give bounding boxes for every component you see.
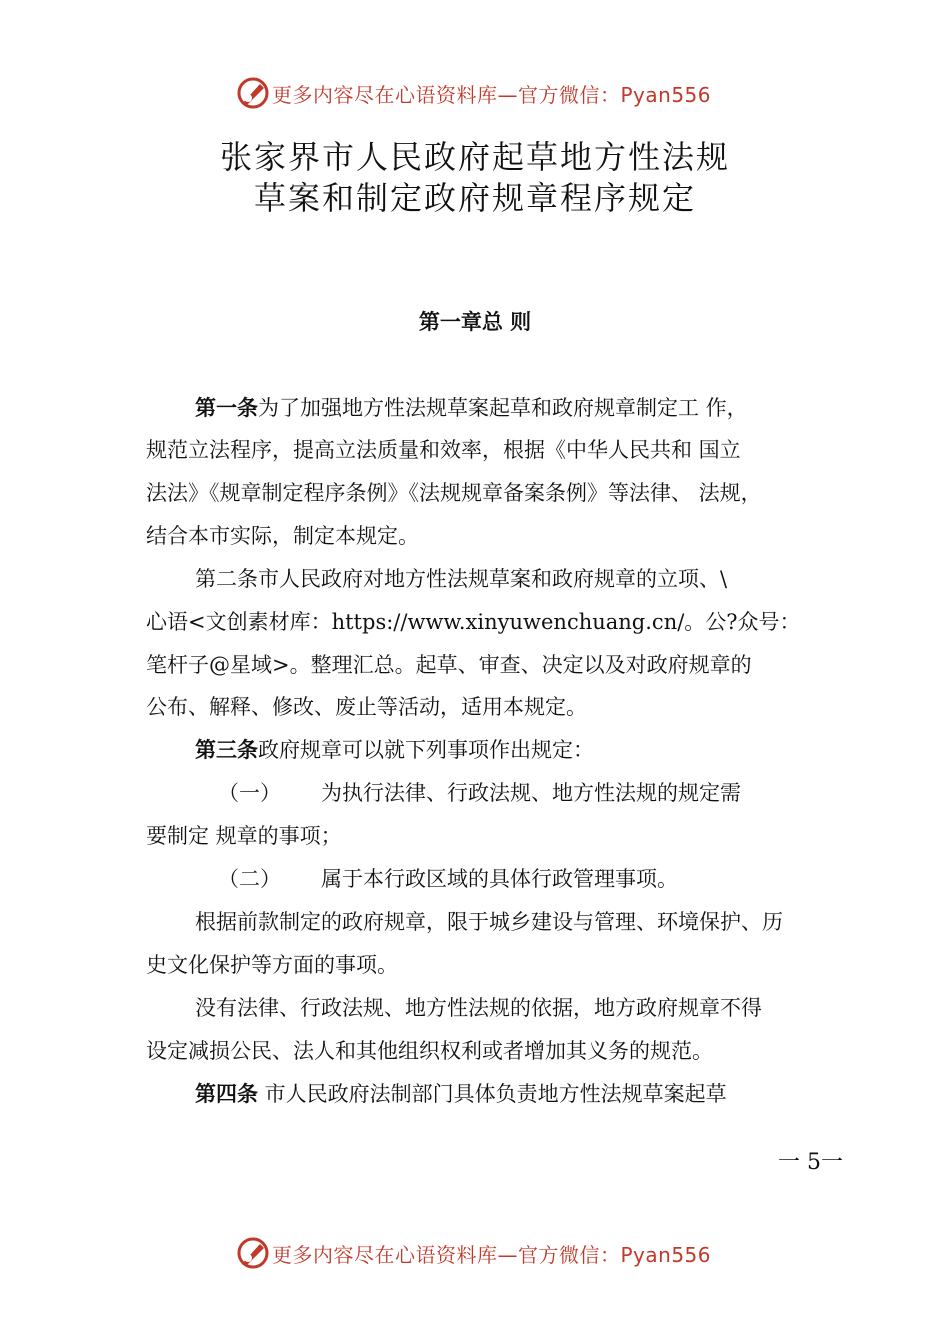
article-1-text: 为了加强地方性法规草案起草和政府规章制定工 作，: [258, 396, 748, 420]
watermark-bottom: [0, 1232, 950, 1272]
pen-logo-icon: [236, 1236, 270, 1270]
article-3-item-2: [218, 863, 678, 893]
article-2-line4: 公布、解释、修改、废止等活动，适用本规定。: [146, 695, 587, 719]
watermark-top: [0, 72, 950, 112]
article-2-line2: 心语<文创素材库：https://www.xinyuwenchuang.cn/。公?众号：: [146, 610, 801, 634]
article-3-line1: [195, 734, 594, 764]
article-2-line1: 第二条市人民政府对地方性法规草案和政府规章的立项、\: [195, 567, 728, 591]
chapter-heading: 第一章总 则: [418, 310, 532, 334]
article-1-line3: 法法》《规章制定程序条例》《法规规章备案条例》等法律、 法规，: [146, 481, 762, 505]
article-2-line3: 笔杆子@星域>。整理汇总。起草、审查、决定以及对政府规章的: [146, 653, 752, 677]
article-1-label: 第一条: [195, 396, 258, 420]
article-3-para2-line1: 根据前款制定的政府规章，限于城乡建设与管理、环境保护、历: [195, 910, 783, 934]
article-4-label: 第四条: [195, 1082, 258, 1106]
article-3-para3-line1: 没有法律、行政法规、地方性法规的依据，地方政府规章不得: [195, 996, 762, 1020]
page-number: 一 5一: [778, 1150, 843, 1175]
article-3-label: 第三条: [195, 738, 258, 762]
article-4-line1: [195, 1078, 727, 1108]
document-title-line2: 草案和制定政府规章程序规定: [253, 179, 696, 217]
article-3-para2-line2: 史文化保护等方面的事项。: [146, 953, 398, 977]
article-1-line2: 规范立法程序，提高立法质量和效率，根据《中华人民共和 国立: [146, 438, 741, 462]
pen-logo-icon: [236, 76, 270, 110]
article-1-line4: 结合本市实际，制定本规定。: [146, 524, 419, 548]
item-1-text: 为执行法律、行政法规、地方性法规的规定需: [321, 781, 741, 805]
item-2-text: 属于本行政区域的具体行政管理事项。: [321, 867, 678, 891]
article-3-item-1-cont: 要制定 规章的事项；: [146, 824, 342, 848]
document-title-line1: 张家界市人民政府起草地方性法规: [219, 138, 730, 176]
article-1-line1: [195, 392, 748, 422]
item-2-number: （二）: [218, 867, 281, 891]
watermark-text: 更多内容尽在心语资料库—官方微信：Pyan556: [272, 83, 712, 107]
article-4-text: 市人民政府法制部门具体负责地方性法规草案起草: [258, 1082, 727, 1106]
article-3-text: 政府规章可以就下列事项作出规定：: [258, 738, 594, 762]
watermark-text: 更多内容尽在心语资料库—官方微信：Pyan556: [272, 1243, 712, 1267]
item-1-number: （一）: [218, 781, 281, 805]
article-3-para3-line2: 设定减损公民、法人和其他组织权利或者增加其义务的规范。: [146, 1039, 713, 1063]
article-3-item-1: [218, 777, 741, 807]
